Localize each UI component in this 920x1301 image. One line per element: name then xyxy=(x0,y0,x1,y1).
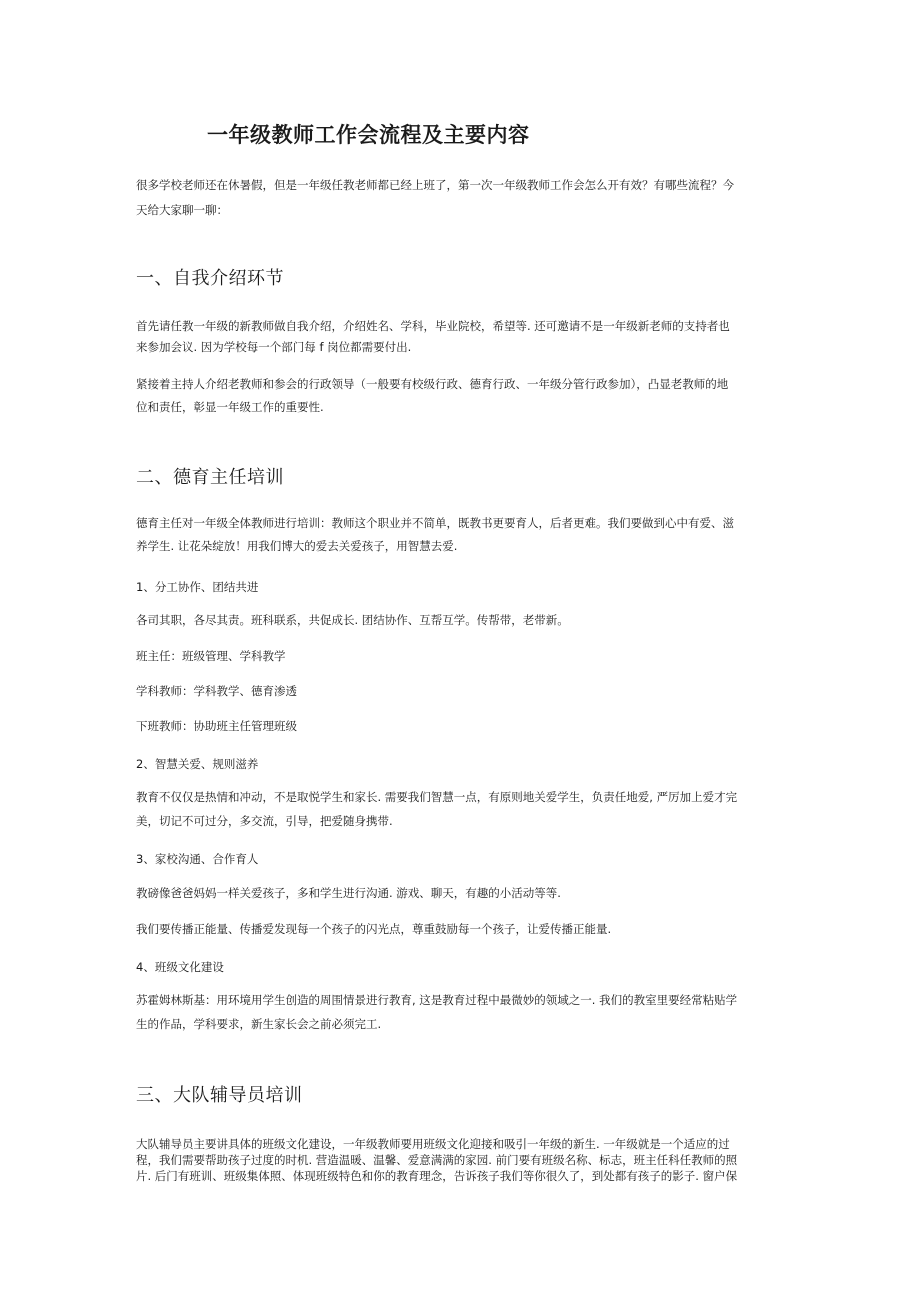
paragraph: 教磅像爸爸妈妈一样关爱孩子，多和学生进行沟通. 游戏、聊天，有趣的小活动等等. xyxy=(136,886,561,900)
text-line: 大队辅导员主要讲具体的班级文化建设，一年级教师要用班级文化迎接和吸引一年级的新生. 一年级就是一个适应的过 xyxy=(136,1137,730,1151)
text-line: 程，我们需要帮助孩子过度的时机. 营造温暖、温馨、爱意满满的家园. 前门要有班级名称、标志，班主任科任教师的照 xyxy=(136,1153,738,1167)
text-line: 生的作品，学科要求，新生家长会之前必须完工. xyxy=(136,1017,382,1031)
text-line: 美，切记不可过分，多交流，引导，把爱随身携带. xyxy=(136,814,393,828)
section-heading-self-intro: 一、自我介绍环节 xyxy=(136,268,284,289)
text-line: 首先请任教一年级的新教师做自我介绍，介绍姓名、学科，毕业院校，希望等. 还可邀请不是一年级新老师的支持者也 xyxy=(136,319,730,333)
section-heading-counselor: 三、大队辅导员培训 xyxy=(136,1085,303,1106)
text-line: 德育主任对一年级全体教师进行培训：教师这个职业并不简单，既教书更要育人，后者更难。我们要做到心中有爱、滋 xyxy=(136,516,734,530)
section-heading-moral-education: 二、德育主任培训 xyxy=(136,467,284,488)
text-line: 片. 后门有班训、班级集体照、体现班级特色和你的教育理念，告诉孩子我们等你很久了，到处都有孩子的影子. 窗户保 xyxy=(136,1169,738,1183)
text-line: 天给大家聊一聊： xyxy=(136,203,228,217)
paragraph: 班主任：班级管理、学科教学 xyxy=(136,649,286,663)
paragraph: 下班教师：协助班主任管理班级 xyxy=(136,719,297,733)
paragraph xyxy=(136,1137,737,1183)
paragraph: 学科教师：学科教学、德育渗透 xyxy=(136,684,297,698)
paragraph: 我们要传播正能量、传播爱发现每一个孩子的闪光点，尊重鼓励每一个孩子，让爱传播正能量. xyxy=(136,922,612,936)
paragraph xyxy=(136,790,737,829)
subheading: 2、智慧关爱、规则滋养 xyxy=(136,757,259,771)
paragraph xyxy=(136,516,734,554)
text-line: 紧接着主持人介绍老教师和参会的行政领导（一般要有校级行政、德育行政、一年级分管行政参加），凸显老教师的地 xyxy=(136,377,729,391)
subheading: 3、家校沟通、合作育人 xyxy=(136,852,259,866)
text-line: 教育不仅仅是热情和冲动，不是取悦学生和家长. 需要我们智慧一点，有原则地关爱学生，负责任地爱, 严厉加上爱才完 xyxy=(136,790,738,804)
subheading: 4、班级文化建设 xyxy=(136,960,224,974)
text-line: 位和责任，彰显一年级工作的重要性. xyxy=(136,400,324,414)
subheading: 1、分工协作、团结共进 xyxy=(136,580,259,594)
intro-paragraph xyxy=(136,178,734,218)
paragraph: 各司其职，各尽其责。班科联系，共促成长. 团结协作、互帮互学。传帮带，老带新。 xyxy=(136,613,569,627)
text-line: 来参加会议. 因为学校每一个部门每 f 岗位都需要付出. xyxy=(136,340,412,354)
text-line: 养学生. 让花朵绽放！用我们博大的爱去关爱孩子，用智慧去爱. xyxy=(136,539,458,553)
page-title: 一年级教师工作会流程及主要内容 xyxy=(207,123,530,147)
paragraph xyxy=(136,319,730,355)
paragraph xyxy=(136,993,737,1032)
text-line: 很多学校老师还在休暑假，但是一年级任教老师都已经上班了，第一次一年级教师工作会怎么开有效？有哪些流程？今 xyxy=(136,178,734,192)
text-line: 苏霍姆林斯基：用环境用学生创造的周围情景进行教育, 这是教育过程中最微妙的领域之一. 我们的教室里要经常粘贴学 xyxy=(136,993,738,1007)
paragraph xyxy=(136,377,728,415)
